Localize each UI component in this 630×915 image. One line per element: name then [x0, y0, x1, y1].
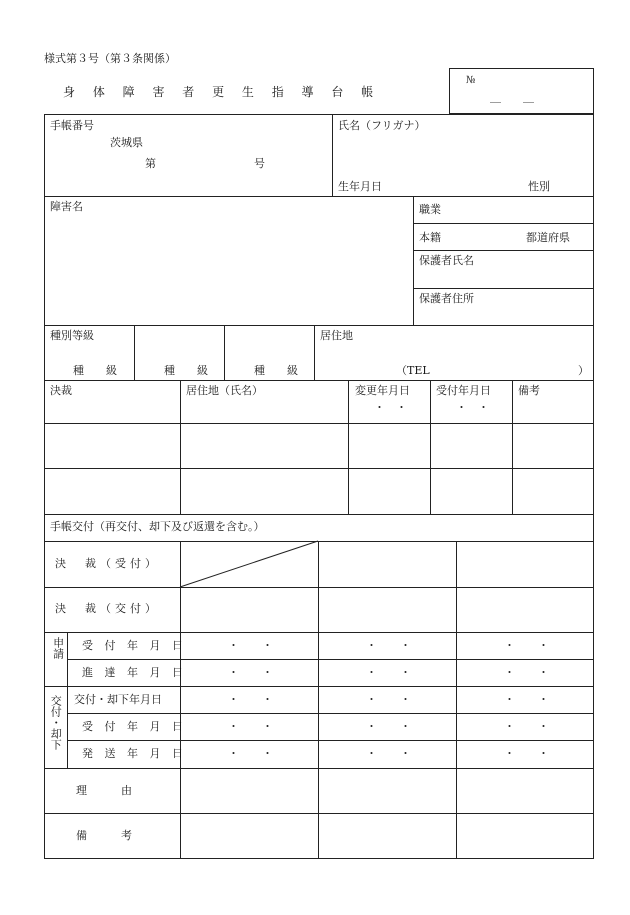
change-date-label: 変更年月日 — [355, 384, 410, 397]
date-dot: ・ — [262, 720, 273, 733]
date-dot: ・ — [366, 639, 377, 652]
date-dot: ・ — [538, 720, 549, 733]
guardian-name-label: 保護者氏名 — [419, 254, 474, 267]
date-dot: ・ — [366, 666, 377, 679]
date-dots: ・ ・ — [374, 401, 407, 414]
date-dot: ・ — [538, 747, 549, 760]
date-dot: ・ — [228, 666, 239, 679]
date-dot: ・ — [400, 720, 411, 733]
residence-label: 居住地 — [320, 329, 353, 342]
reason-label: 理 由 — [76, 784, 136, 797]
remarks-label-bottom: 備 考 — [76, 829, 136, 842]
issue-reject-label: 交付・却下 — [49, 695, 63, 750]
occupation-label: 職業 — [419, 203, 441, 216]
date-dot: ・ — [262, 666, 273, 679]
go-text: 号 — [254, 157, 265, 170]
decision-label: 決裁 — [50, 384, 72, 397]
no-dashes: ＿ ＿ — [490, 91, 534, 104]
date-dot: ・ — [504, 693, 515, 706]
date-dot: ・ — [262, 693, 273, 706]
prefecture-text: 茨城県 — [110, 136, 143, 149]
no-label: № — [466, 75, 476, 86]
grade-cell: 種 級 — [73, 364, 117, 377]
application-label: 申請 — [51, 637, 65, 659]
date-dot: ・ — [400, 693, 411, 706]
receipt-date-label: 受付年月日 — [436, 384, 491, 397]
date-dot: ・ — [228, 693, 239, 706]
date-dot: ・ — [400, 639, 411, 652]
guardian-address-label: 保護者住所 — [419, 292, 474, 305]
date-dot: ・ — [538, 666, 549, 679]
row-label: 進 達 年 月 日 — [82, 666, 187, 679]
date-dots: ・ ・ — [456, 401, 489, 414]
decision-receipt-label: 決 裁（受付） — [55, 557, 160, 570]
date-dot: ・ — [228, 720, 239, 733]
birth-date-label: 生年月日 — [338, 180, 382, 193]
row-label: 受 付 年 月 日 — [82, 639, 187, 652]
date-dot: ・ — [366, 693, 377, 706]
date-dot: ・ — [262, 747, 273, 760]
prefectures-suffix: 都道府県 — [526, 231, 570, 244]
remarks-label: 備考 — [518, 384, 540, 397]
grade-cell: 種 級 — [164, 364, 208, 377]
grade-cell: 種 級 — [254, 364, 298, 377]
decision-issue-label: 決 裁（交付） — [55, 602, 160, 615]
issuance-title: 手帳交付（再交付、却下及び返還を含む。） — [50, 520, 265, 533]
date-dot: ・ — [504, 639, 515, 652]
date-dot: ・ — [400, 666, 411, 679]
residence-name-label: 居住地（氏名） — [186, 384, 263, 397]
date-dot: ・ — [504, 747, 515, 760]
date-dot: ・ — [538, 639, 549, 652]
date-dot: ・ — [228, 747, 239, 760]
tel-close: ） — [578, 364, 589, 377]
disability-name-label: 障害名 — [50, 200, 83, 213]
row-label: 受 付 年 月 日 — [82, 720, 187, 733]
date-dot: ・ — [366, 747, 377, 760]
name-furigana-label: 氏名（フリガナ） — [338, 119, 426, 132]
tel-open: （TEL — [396, 364, 430, 377]
grade-label: 種別等級 — [50, 329, 94, 342]
page-title: 身 体 障 害 者 更 生 指 導 台 帳 — [63, 85, 381, 99]
date-dot: ・ — [228, 639, 239, 652]
form-number: 様式第３号（第３条関係） — [44, 52, 176, 65]
dai-text: 第 — [145, 157, 156, 170]
notebook-number-label: 手帳番号 — [50, 119, 94, 132]
row-label: 交付・却下年月日 — [74, 693, 162, 706]
date-dot: ・ — [262, 639, 273, 652]
row-label: 発 送 年 月 日 — [82, 747, 187, 760]
date-dot: ・ — [538, 693, 549, 706]
date-dot: ・ — [400, 747, 411, 760]
date-dot: ・ — [366, 720, 377, 733]
date-dot: ・ — [504, 720, 515, 733]
domicile-label: 本籍 — [419, 231, 441, 244]
sex-label: 性別 — [528, 180, 550, 193]
date-dot: ・ — [504, 666, 515, 679]
